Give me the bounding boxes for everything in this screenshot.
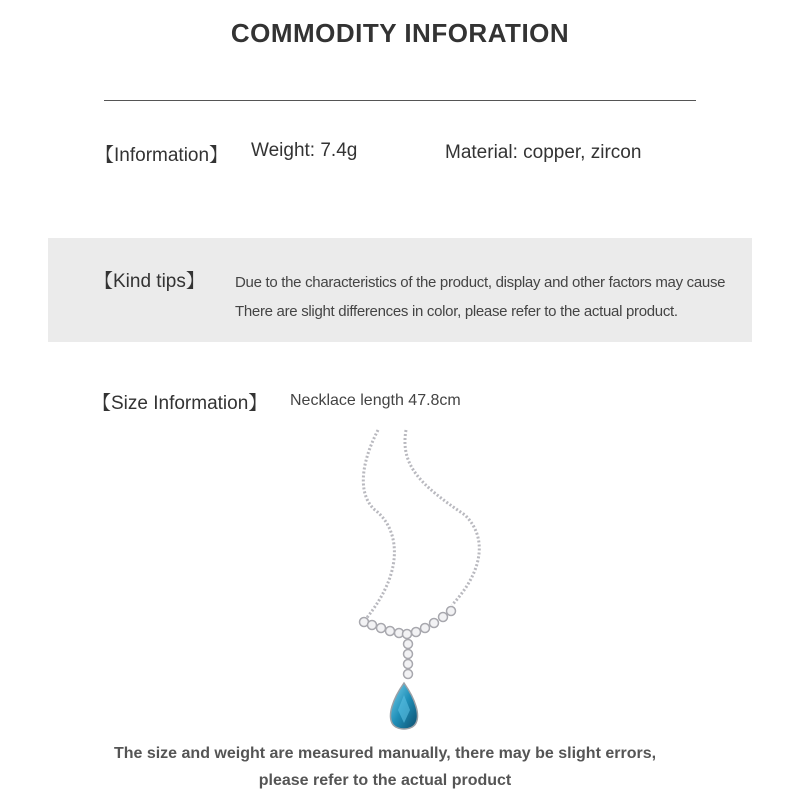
kind-tips-panel (48, 238, 752, 342)
right-chain (405, 430, 479, 605)
information-label: 【Information】 (95, 145, 229, 166)
size-information-row (92, 388, 461, 415)
necklace-icon (340, 425, 500, 735)
size-information-label: 【Size Information】 (92, 393, 268, 414)
measurement-note-line-1: The size and weight are measured manually, there may be slight errors, (113, 745, 657, 762)
measurement-note (0, 740, 770, 794)
page-title: COMMODITY INFORATION (230, 18, 570, 48)
title-divider (104, 100, 696, 101)
bezel-chain (360, 607, 456, 679)
kind-tips-label: 【Kind tips】 (94, 271, 205, 292)
measurement-note-line-2: please refer to the actual product (258, 772, 512, 789)
kind-tips-line-1: Due to the characteristics of the product, display and other factors may cause (235, 274, 726, 291)
necklace-length-value: Necklace length 47.8cm (290, 392, 461, 409)
weight-value: Weight: 7.4g (251, 140, 358, 161)
kind-tips-text (235, 268, 725, 326)
kind-tips-line-2: There are slight differences in color, please refer to the actual product. (235, 303, 678, 320)
left-chain (363, 430, 394, 620)
material-value: Material: copper, zircon (445, 142, 642, 163)
